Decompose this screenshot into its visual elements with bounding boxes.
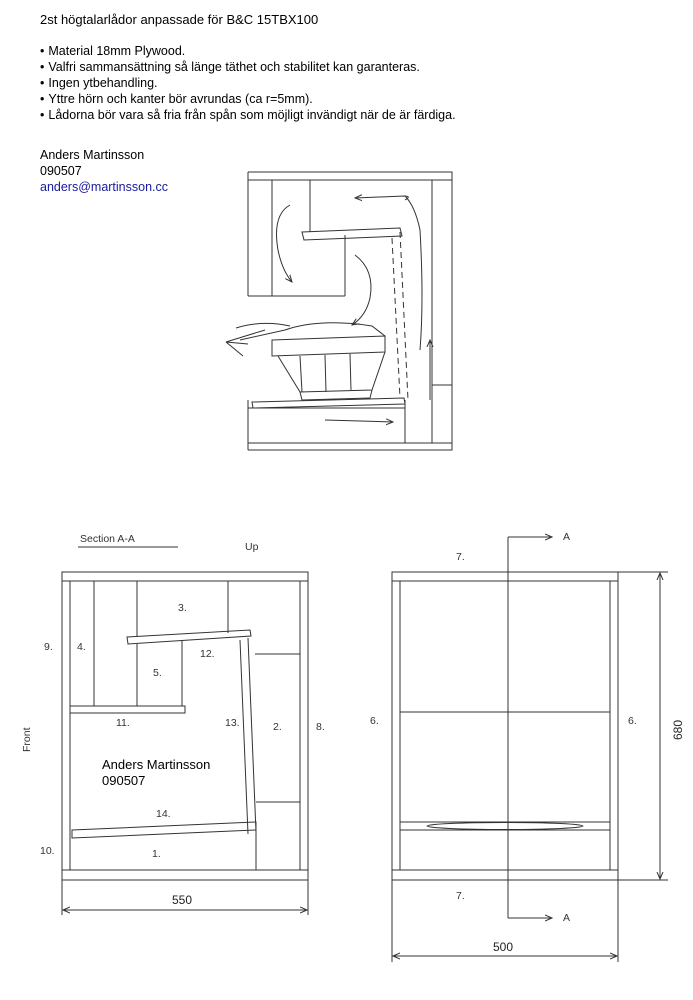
spec-item: • Valfri sammansättning så länge täthet och stabilitet kan garanteras.	[40, 59, 456, 75]
spec-item: • Lådorna bör vara så fria från spån som möjligt invändigt när de är färdiga.	[40, 107, 456, 123]
section-view	[62, 547, 308, 880]
dim-height: 680	[671, 719, 685, 740]
section-marker-top: A	[563, 531, 571, 543]
spec-item: • Ingen ytbehandling.	[40, 75, 456, 91]
part-label: 5.	[153, 667, 162, 679]
part-label: 2.	[273, 721, 282, 733]
part-label: 6.	[370, 715, 379, 727]
document-title: 2st högtalarlådor anpassade för B&C 15TBX100	[40, 12, 319, 27]
author-name: Anders Martinsson	[40, 148, 145, 162]
author-date: 090507	[40, 164, 82, 178]
front-label: Front	[21, 727, 33, 752]
spec-item: • Material 18mm Plywood.	[40, 43, 456, 59]
part-label: 6.	[628, 715, 637, 727]
part-label: 3.	[178, 602, 187, 614]
part-label: 10.	[40, 845, 55, 857]
part-label: 11.	[116, 717, 130, 729]
part-label: 14.	[156, 808, 171, 820]
dim-width-front: 500	[493, 940, 514, 954]
up-label: Up	[245, 541, 259, 553]
author-email-link[interactable]: anders@martinsson.cc	[40, 180, 169, 194]
part-label: 13.	[225, 717, 240, 729]
section-label: Section A-A	[80, 533, 135, 545]
section-labels	[21, 533, 325, 860]
part-label: 12.	[200, 648, 215, 660]
airflow-sketch	[226, 172, 452, 450]
stamp-name: Anders Martinsson	[102, 757, 211, 772]
dim-width-section: 550	[172, 893, 193, 907]
part-label: 7.	[456, 551, 465, 563]
part-label: 4.	[77, 641, 86, 653]
front-view	[392, 537, 668, 962]
spec-item: • Yttre hörn och kanter bör avrundas (ca r=5mm).	[40, 91, 456, 107]
section-marker-bottom: A	[563, 912, 571, 924]
stamp-date: 090507	[102, 773, 146, 788]
part-label: 1.	[152, 848, 161, 860]
part-label: 7.	[456, 890, 465, 902]
part-label: 9.	[44, 641, 53, 653]
part-label: 8.	[316, 721, 325, 733]
front-labels	[370, 531, 685, 954]
